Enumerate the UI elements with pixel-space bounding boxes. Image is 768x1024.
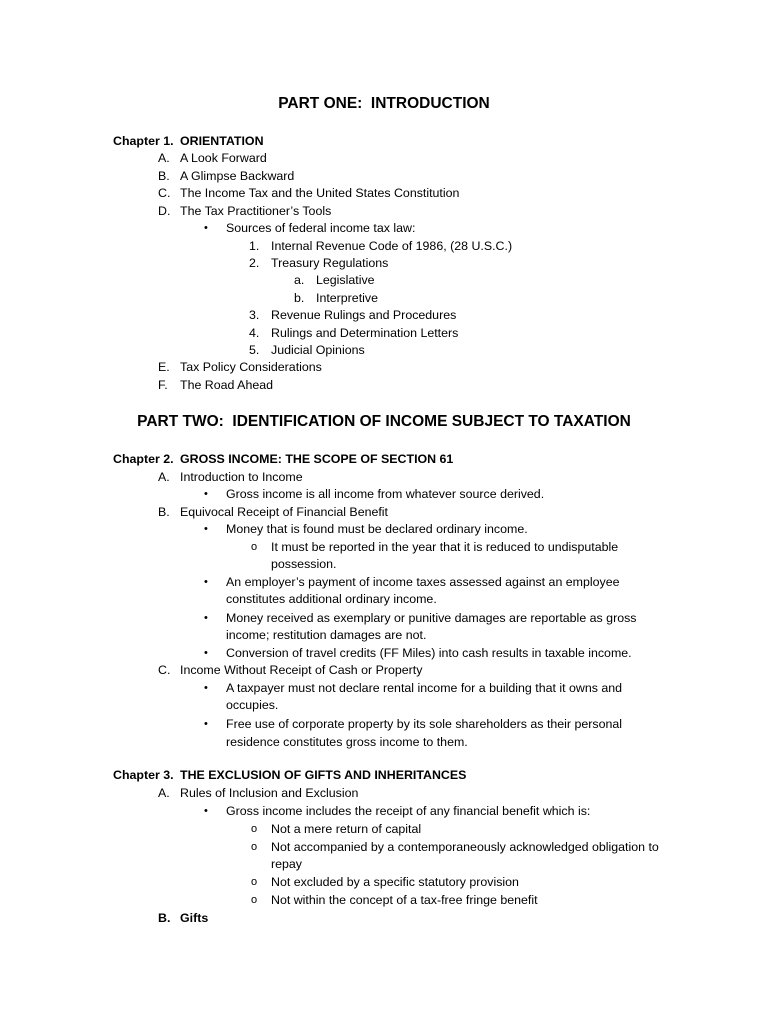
list-item: Free use of corporate property by its sole shareholders as their personal xyxy=(226,717,623,731)
circle-bullet-icon: o xyxy=(251,876,258,888)
item-marker: 3. xyxy=(249,308,260,322)
item-marker: B. xyxy=(158,169,170,183)
circle-bullet-icon: o xyxy=(251,541,258,553)
list-item: It must be reported in the year that it is reduced to undisputable xyxy=(271,540,619,554)
bullet-icon: • xyxy=(204,718,208,730)
item-marker: C. xyxy=(158,186,171,200)
circle-bullet-icon: o xyxy=(251,894,258,906)
list-item: Treasury Regulations xyxy=(271,256,389,270)
chapter-2-title: GROSS INCOME: THE SCOPE OF SECTION 61 xyxy=(180,452,454,466)
circle-bullet-icon: o xyxy=(251,841,258,853)
list-item: Money received as exemplary or punitive damages are reportable as gross xyxy=(226,611,637,625)
bullet-icon: • xyxy=(204,576,208,588)
list-item: Introduction to Income xyxy=(180,470,303,484)
list-item: Gifts xyxy=(180,911,209,925)
bullet-icon: • xyxy=(204,523,208,535)
list-item-continuation: possession. xyxy=(271,557,337,571)
list-item: A taxpayer must not declare rental income for a building that it owns and xyxy=(226,681,623,695)
list-item: Rulings and Determination Letters xyxy=(271,326,459,340)
chapter-2-label: Chapter 2. xyxy=(113,452,174,466)
item-marker: a. xyxy=(294,273,305,287)
list-item: Revenue Rulings and Procedures xyxy=(271,308,457,322)
list-item: Money that is found must be declared ordinary income. xyxy=(226,522,528,536)
item-marker: A. xyxy=(158,470,170,484)
bullet-icon: • xyxy=(204,682,208,694)
item-marker: b. xyxy=(294,291,305,305)
list-item: Conversion of travel credits (FF Miles) into cash results in taxable income. xyxy=(226,646,632,660)
item-marker: B. xyxy=(158,505,170,519)
list-item-continuation: repay xyxy=(271,857,302,871)
list-item-continuation: residence constitutes gross income to them. xyxy=(226,735,468,749)
chapter-3-label: Chapter 3. xyxy=(113,768,174,782)
item-marker: C. xyxy=(158,663,171,677)
chapter-1-title: ORIENTATION xyxy=(180,134,264,148)
list-item: Gross income includes the receipt of any financial benefit which is: xyxy=(226,804,591,818)
list-item: Not a mere return of capital xyxy=(271,822,422,836)
bullet-icon: • xyxy=(204,647,208,659)
list-item: The Tax Practitioner’s Tools xyxy=(180,204,332,218)
list-item: Legislative xyxy=(316,273,375,287)
item-marker: F. xyxy=(158,378,168,392)
item-marker: 4. xyxy=(249,326,260,340)
list-item: Rules of Inclusion and Exclusion xyxy=(180,786,359,800)
item-marker: B. xyxy=(158,911,171,925)
bullet-icon: • xyxy=(204,222,208,234)
list-item: Not excluded by a specific statutory provision xyxy=(271,875,519,889)
list-item: Judicial Opinions xyxy=(271,343,365,357)
bullet-icon: • xyxy=(204,488,208,500)
list-item: Sources of federal income tax law: xyxy=(226,221,416,235)
part-one-heading: PART ONE: INTRODUCTION xyxy=(278,95,490,112)
part-two-heading: PART TWO: IDENTIFICATION OF INCOME SUBJECT TO TAXATION xyxy=(137,413,631,430)
list-item: The Road Ahead xyxy=(180,378,274,392)
list-item: Gross income is all income from whatever source derived. xyxy=(226,487,545,501)
list-item: An employer’s payment of income taxes assessed against an employee xyxy=(226,575,620,589)
item-marker: 1. xyxy=(249,239,260,253)
list-item: Interpretive xyxy=(316,291,378,305)
bullet-icon: • xyxy=(204,805,208,817)
circle-bullet-icon: o xyxy=(251,823,258,835)
item-marker: 2. xyxy=(249,256,260,270)
chapter-3-title: THE EXCLUSION OF GIFTS AND INHERITANCES xyxy=(180,768,467,782)
item-marker: 5. xyxy=(249,343,260,357)
list-item: Not accompanied by a contemporaneously acknowledged obligation to xyxy=(271,840,659,854)
item-marker: A. xyxy=(158,786,170,800)
list-item: A Glimpse Backward xyxy=(180,169,295,183)
list-item-continuation: constitutes additional ordinary income. xyxy=(226,592,437,606)
list-item: Not within the concept of a tax-free fringe benefit xyxy=(271,893,538,907)
list-item: A Look Forward xyxy=(180,151,267,165)
list-item: Equivocal Receipt of Financial Benefit xyxy=(180,505,389,519)
item-marker: D. xyxy=(158,204,171,218)
list-item: Internal Revenue Code of 1986, (28 U.S.C.) xyxy=(271,239,513,253)
item-marker: E. xyxy=(158,360,170,374)
bullet-icon: • xyxy=(204,612,208,624)
chapter-1-label: Chapter 1. xyxy=(113,134,174,148)
list-item-continuation: occupies. xyxy=(226,698,279,712)
list-item: Tax Policy Considerations xyxy=(180,360,322,374)
list-item-continuation: income; restitution damages are not. xyxy=(226,628,427,642)
list-item: The Income Tax and the United States Constitution xyxy=(180,186,460,200)
item-marker: A. xyxy=(158,151,170,165)
list-item: Income Without Receipt of Cash or Property xyxy=(180,663,423,677)
